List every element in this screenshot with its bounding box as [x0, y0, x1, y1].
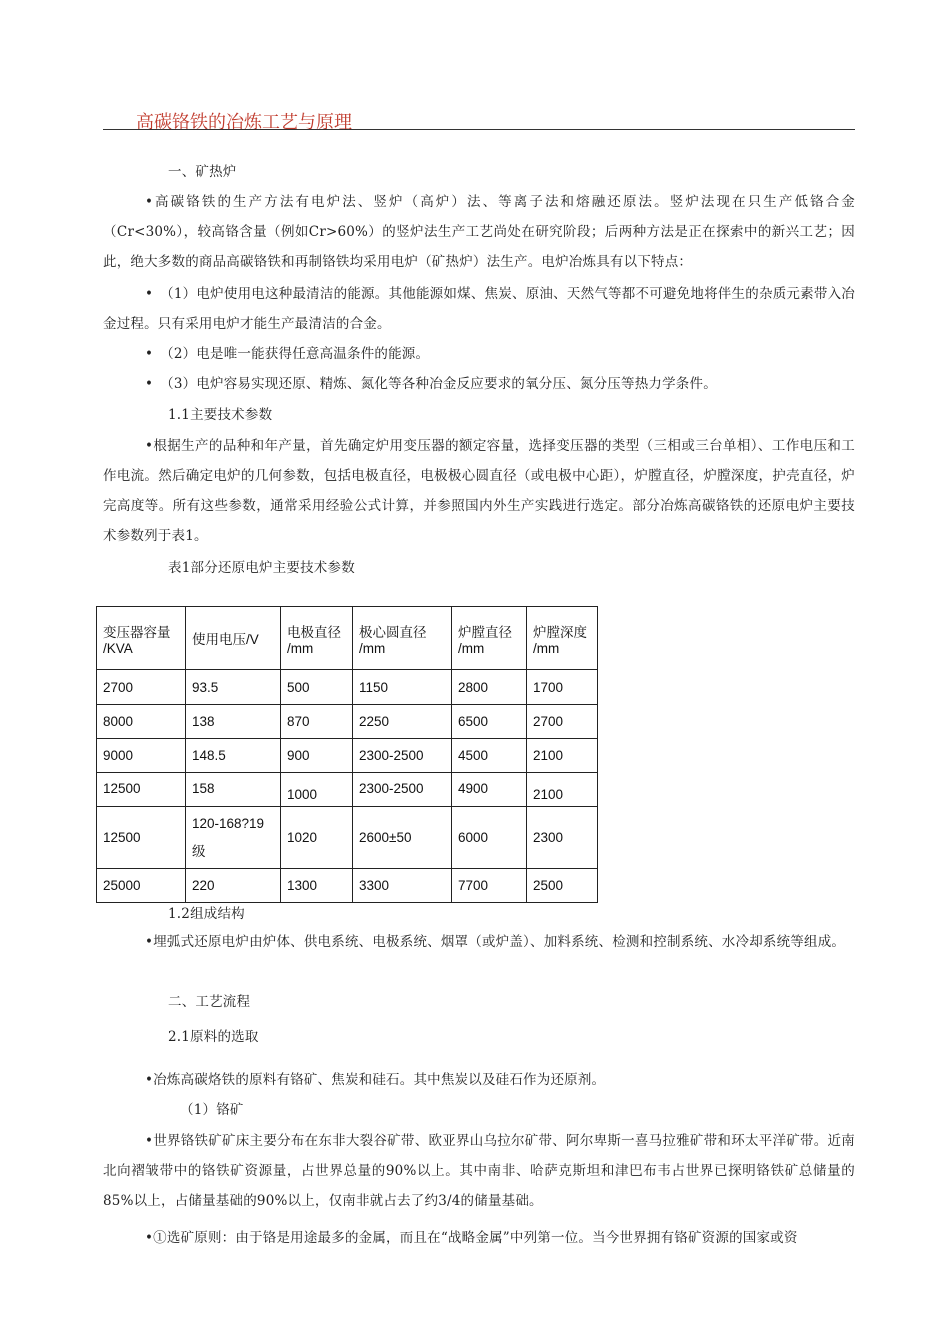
subsection-heading-tech-params: 1.1主要技术参数 — [168, 407, 273, 423]
table-cell: 8000 — [97, 705, 186, 739]
table-cell: 148.5 — [186, 739, 281, 773]
table-cell: 2250 — [353, 705, 452, 739]
table-caption: 表1部分还原电炉主要技术参数 — [168, 560, 355, 576]
table-cell: 6000 — [452, 807, 527, 869]
table-cell: 12500 — [97, 807, 186, 869]
table-cell: 9000 — [97, 739, 186, 773]
subsection-heading-raw-materials: 2.1原料的选取 — [168, 1029, 259, 1045]
table-cell: 2600±50 — [353, 807, 452, 869]
paragraph-selection-principle: •①选矿原则：由于铬是用途最多的金属，而且在“战略金属”中列第一位。当今世界拥有铬矿资源的国家或资 — [145, 1230, 798, 1246]
header-cell: 变压器容量 /KVA — [97, 607, 186, 670]
table-cell: 2300 — [527, 807, 598, 869]
table-cell: 12500 — [97, 773, 186, 807]
paragraph-feature-3: • （3）电炉容易实现还原、精炼、氮化等各种冶金反应要求的氧分压、氮分压等热力学条件。 — [145, 376, 717, 392]
table-cell: 2100 — [527, 773, 598, 807]
table-cell: 900 — [281, 739, 353, 773]
table-row — [97, 670, 598, 705]
table-cell: 2700 — [527, 705, 598, 739]
paragraph-tech-params: •根据生产的品种和年产量，首先确定炉用变压器的额定容量，选择变压器的类型（三相或三台单相）、工作电压和工作电流。然后确定电炉的几何参数，包括电极直径，电极极心圆直径（或电极中心距），炉膛直径，炉膛深度，护壳直径，炉完高度等。所有这些参数，通常采用经验公式计算，并参照国内外生产实践进行选定。部分冶炼高碳铬铁的还原电炉主要技术参数列于表1。 — [103, 438, 855, 544]
table-cell: 2100 — [527, 739, 598, 773]
table-row — [97, 773, 598, 807]
table-cell: 158 — [186, 773, 281, 807]
table-cell: 93.5 — [186, 670, 281, 705]
header-cell: 极心圆直径 /mm — [353, 607, 452, 670]
table-row — [97, 739, 598, 773]
table-cell: 4900 — [452, 773, 527, 807]
subheading-chromite: （1）铬矿 — [180, 1102, 244, 1118]
table-cell: 220 — [186, 869, 281, 903]
table-cell: 2300-2500 — [353, 773, 452, 807]
table-cell: 870 — [281, 705, 353, 739]
paragraph-feature-2: • （2）电是唯一能获得任意高温条件的能源。 — [145, 346, 430, 362]
table-cell: 4500 — [452, 739, 527, 773]
paragraph-production-methods: •高碳铬铁的生产方法有电炉法、竖炉（高炉）法、等离子法和熔融还原法。竖炉法现在只生产低铬合金（Cr<30%），较高铬含量（例如Cr>60%）的竖炉法生产工艺尚处在研究阶段；后两种方法是正在探索中的新兴工艺；因此，绝大多数的商品高碳铬铁和再制铬铁均采用电炉（矿热炉）法生产。电炉冶炼具有以下特点： — [103, 194, 855, 270]
table-cell: 1150 — [353, 670, 452, 705]
header-cell: 电极直径 /mm — [281, 607, 353, 670]
table-row — [97, 869, 598, 903]
parameters-table — [96, 606, 598, 903]
table-cell: 2300-2500 — [353, 739, 452, 773]
table-header-row — [97, 607, 598, 670]
table-cell: 2700 — [97, 670, 186, 705]
title-underline — [103, 129, 855, 130]
table-cell: 120-168?19 级 — [186, 807, 281, 869]
section-heading-process: 二、工艺流程 — [168, 994, 251, 1010]
table-row — [97, 807, 598, 869]
table-cell: 2500 — [527, 869, 598, 903]
table-cell: 1000 — [281, 773, 353, 807]
header-cell: 炉膛深度 /mm — [527, 607, 598, 670]
paragraph-chromite-distribution: •世界铬铁矿矿床主要分布在东非大裂谷矿带、欧亚界山乌拉尔矿带、阿尔卑斯一喜马拉雅矿带和环太平洋矿带。近南北向褶皱带中的铬铁矿资源量，占世界总量的90%以上。其中南非、哈萨克斯坦和津巴布韦占世界已探明铬铁矿总储量的85%以上，占储量基础的90%以上，仅南非就占去了约3/4的储量基础。 — [103, 1133, 855, 1209]
table-cell: 1020 — [281, 807, 353, 869]
subsection-heading-structure: 1.2组成结构 — [168, 906, 245, 922]
section-heading-furnace: 一、矿热炉 — [168, 164, 237, 180]
table-row — [97, 705, 598, 739]
table-cell: 6500 — [452, 705, 527, 739]
table-cell: 1700 — [527, 670, 598, 705]
header-cell: 使用电压/V — [186, 607, 281, 670]
table-cell: 3300 — [353, 869, 452, 903]
table-cell: 138 — [186, 705, 281, 739]
table-cell: 2800 — [452, 670, 527, 705]
header-cell: 炉膛直径 /mm — [452, 607, 527, 670]
paragraph-raw-materials: •冶炼高碳烙铁的原料有铬矿、焦炭和硅石。其中焦炭以及硅石作为还原剂。 — [145, 1072, 606, 1088]
table-cell: 25000 — [97, 869, 186, 903]
table-cell: 7700 — [452, 869, 527, 903]
table-cell: 1300 — [281, 869, 353, 903]
paragraph-feature-1: • （1）电炉使用电这种最清洁的能源。其他能源如煤、焦炭、原油、天然气等都不可避免地将伴生的杂质元素带入冶金过程。只有采用电炉才能生产最清洁的合金。 — [103, 286, 855, 332]
document-title: 高碳铬铁的冶炼工艺与原理 — [136, 112, 352, 133]
paragraph-structure: •埋弧式还原电炉由炉体、供电系统、电极系统、烟罩（或炉盖）、加料系统、检测和控制系统、水冷却系统等组成。 — [145, 934, 846, 950]
table-cell: 500 — [281, 670, 353, 705]
